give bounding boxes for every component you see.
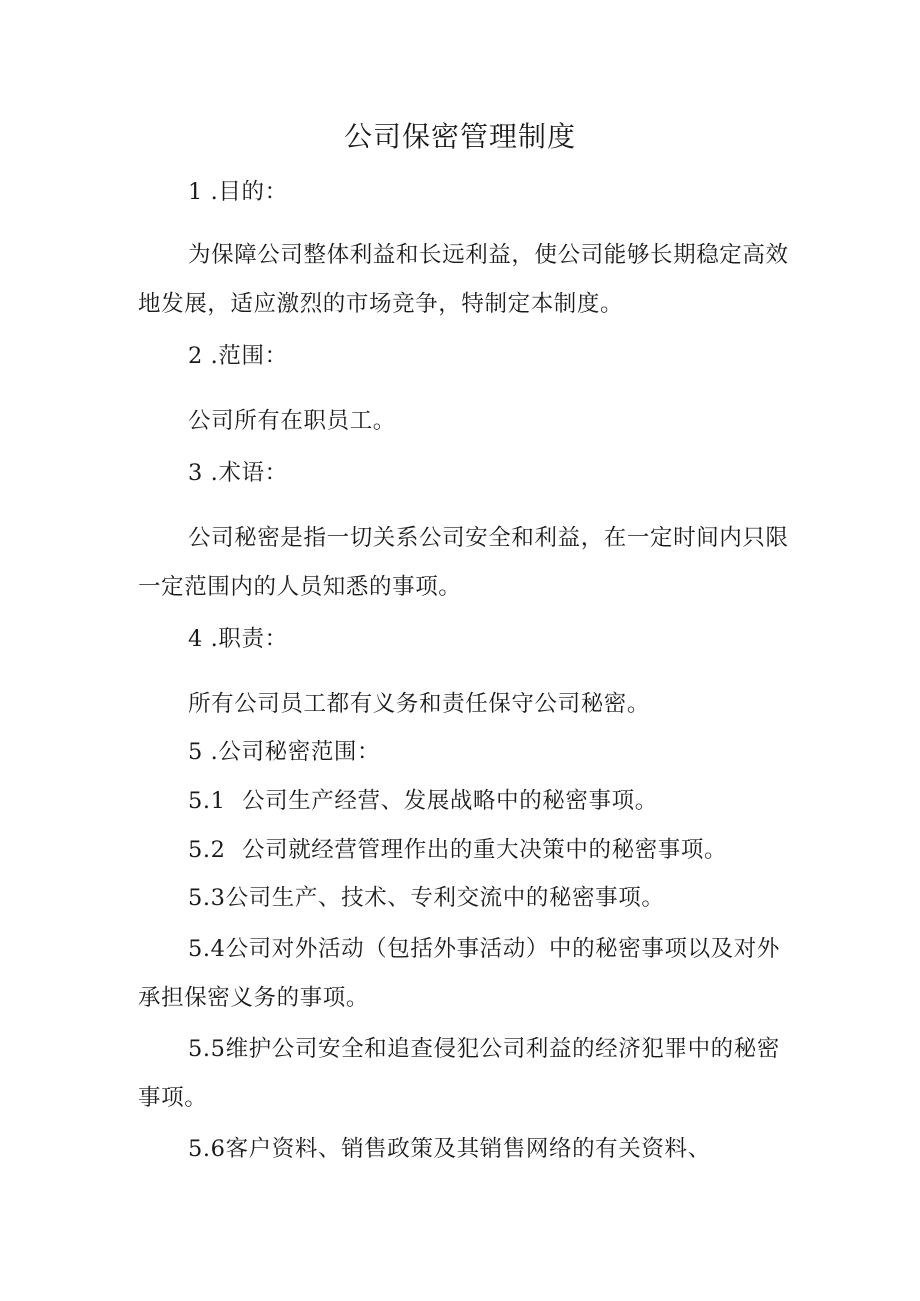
document-title: 公司保密管理制度 [343,120,576,153]
section-1-heading: 1 .目的： [188,179,288,205]
list-item-5-3: 5.3公司生产、技术、专利交流中的秘密事项。 [188,885,665,911]
list-item-number: 5.2 [188,837,226,863]
section-1-body-line-2: 地发展，适应激烈的市场竞争，特制定本制度。 [138,291,624,317]
list-item-5-6-line-1: 5.6客户资料、销售政策及其销售网络的有关资料、 [188,1136,711,1162]
section-3-body-line-2: 一定范围内的人员知悉的事项。 [138,574,462,600]
list-item-5-4-line-2: 承担保密义务的事项。 [138,985,370,1011]
section-4-body: 所有公司员工都有义务和责任保守公司秘密。 [188,691,651,717]
section-2-heading: 2 .范围： [188,343,288,369]
section-5-heading: 5 .公司秘密范围： [188,739,381,765]
section-3-body-line-1: 公司秘密是指一切关系公司安全和利益，在一定时间内只限 [188,525,789,551]
section-4-heading: 4 .职责： [188,626,288,652]
list-item-number: 5.1 [188,788,226,814]
list-item-text: 公司生产经营、发展战略中的秘密事项。 [242,788,658,814]
section-3-heading: 3 .术语： [188,460,288,486]
list-item-5-5-line-2: 事项。 [138,1085,208,1111]
list-item-5-5-line-1: 5.5维护公司安全和追查侵犯公司利益的经济犯罪中的秘密 [188,1036,780,1062]
list-item-5-1 [188,776,848,826]
section-2-body: 公司所有在职员工。 [188,408,396,434]
list-item-5-4-line-1: 5.4公司对外活动（包括外事活动）中的秘密事项以及对外 [188,936,780,962]
list-item-5-2 [188,825,848,875]
list-item-text: 公司就经营管理作出的重大决策中的秘密事项。 [242,837,728,863]
section-1-body-line-1: 为保障公司整体利益和长远利益，使公司能够长期稳定高效 [188,242,789,268]
